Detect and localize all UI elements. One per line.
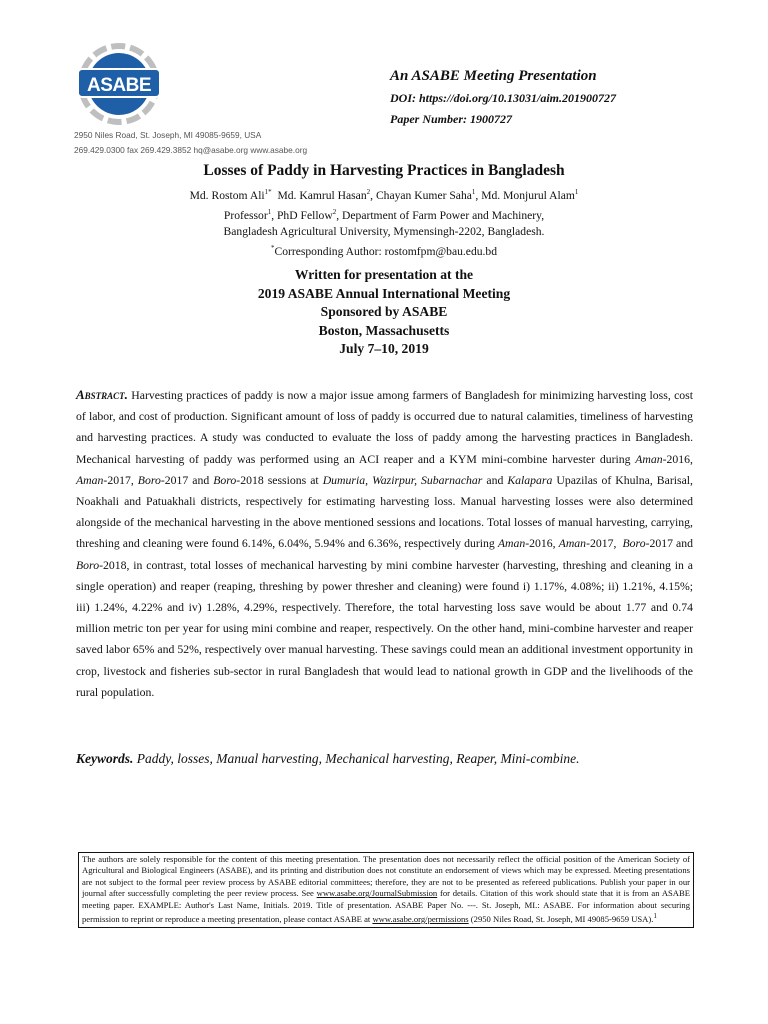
abstract-text: , [365, 473, 373, 487]
logo-text: ASABE [86, 75, 152, 96]
location-name: Wazirpur, Subarnachar [372, 473, 483, 487]
meeting-title: An ASABE Meeting Presentation [390, 68, 597, 84]
permissions-link[interactable]: www.asabe.org/permissions [372, 913, 469, 924]
keywords-text: Paddy, losses, Manual harvesting, Mechanical harvesting, Reaper, Mini-combine. [133, 751, 580, 766]
author-list [0, 184, 768, 204]
paper-title: Losses of Paddy in Harvesting Practices in Bangladesh [203, 162, 565, 179]
keywords-label: Keywords. [76, 751, 134, 766]
presentation-line: Written for presentation at the [294, 267, 474, 282]
presentation-line: Boston, Massachusetts [318, 322, 450, 338]
season-name: Boro [622, 537, 646, 551]
author-sup: 1 [471, 188, 476, 196]
abstract-heading: Abstract. [76, 387, 128, 402]
season-name: Aman [558, 537, 587, 551]
abstract-text: -2017, [586, 537, 623, 551]
abstract-text: -2017, [103, 473, 138, 487]
author-sup: 2 [366, 188, 371, 196]
season-name: Aman [76, 473, 104, 487]
abstract-text: -2017 and [645, 537, 693, 551]
disclaimer-text: for details. Citation of this work should state that it is from an ASABE meeting paper. EXAMPLE: Author's Last Name, Initials. 2019. Title of presentation. ASABE Paper No. ---. St. Joseph, MI.: ASABE. For information about securing permission to reprint or reproduce a meeting presentation, please contact ASABE at [82, 888, 690, 924]
department: , Department of Farm Power and Machinery, [336, 208, 545, 222]
author-name: Md. Kamrul Hasan [271, 188, 367, 202]
author-sup: 1* [264, 188, 272, 196]
season-name: Boro [213, 473, 237, 487]
season-name: Aman [497, 537, 526, 551]
asabe-logo-block [74, 42, 354, 156]
abstract [76, 384, 693, 703]
role: , PhD Fellow [271, 208, 333, 222]
season-name: Boro [137, 473, 161, 487]
location-name: Dumuria [322, 473, 366, 487]
location-name: Kalapara [507, 473, 553, 487]
author-name: , Chayan Kumer Saha [370, 188, 472, 202]
presentation-line: Sponsored by ASABE [320, 304, 448, 319]
abstract-text: -2016, [662, 452, 693, 466]
abstract-text: -2017 and [160, 473, 214, 487]
abstract-text: -2018, in contrast, total losses of mechanical harvesting by mini combine harvester (harvesting, threshing and cleaning in a single operation) and reaper (reaping, threshing by power thresher and cleaning) were found i) 1.17%, 4.08%; ii) 1.21%, 4.15%; iii) 1.24%, 4.22% and iv) 1.28%, 4.29%, respectively. Therefore, the total harvesting loss save would be about 1.77 and 0.74 million metric ton per year for using mini combine and reaper, respectively. On the other hand, mini-combine harvester and reaper saved labor 65% and 52%, respectively over manual harvesting. These savings could mean an additional investment opportunity in crop, livestock and fisheries sub-sector in rural Bangladesh that would lead to national growth in GDP and the livelihoods of the rural population. [76, 558, 693, 699]
footnote-sup: 1 [653, 912, 657, 921]
paper-number: Paper Number: 1900727 [390, 112, 512, 126]
abstract-text: Upazilas of Khulna, Barisal, Noakhali and Patuakhali districts, respectively for estimating harvesting loss. Manual harvesting losses were also determined alongside of the mechanical harvesting in the above mentioned sessions and locations. Total losses of manual harvesting, carrying, threshing and cleaning were found 6.14%, 6.04%, 5.94% and 6.36%, respectively during [76, 473, 693, 551]
disclaimer-text: The authors are solely responsible for the content of this meeting presentation. The presentation does not necessarily reflect the official position of the American Society of Agricultural and Biological Engineers (ASABE), and its printing and distribution does not constitute an endorsement of views which may be expressed. Meeting presentations are not subject to the formal peer review process by ASABE editorial committees; therefore, they are not to be presented as refereed publications. Publish your paper in our journal after successfully completing the peer review process. See [82, 854, 690, 899]
disclaimer-text: (2950 Niles Road, St. Joseph, MI 49085-9659 USA). [468, 913, 654, 924]
disclaimer-box [78, 852, 694, 928]
abstract-text: and [482, 473, 508, 487]
author-name: Md. Rostom Ali [189, 188, 265, 202]
journal-submission-link[interactable]: www.asabe.org/JournalSubmission [316, 888, 438, 899]
address-line-1: 2950 Niles Road, St. Joseph, MI 49085-9659, USA [74, 130, 262, 140]
keywords [76, 751, 693, 767]
role: Professor [223, 208, 268, 222]
corr-text: Corresponding Author: rostomfpm@bau.edu.bd [274, 244, 498, 258]
corr-sup: * [270, 243, 275, 252]
season-name: Boro [76, 558, 100, 572]
title-block [0, 162, 768, 260]
address-line-2: 269.429.0300 fax 269.429.3852 hq@asabe.org www.asabe.org [74, 145, 308, 155]
abstract-text: Harvesting practices of paddy is now a major issue among farmers of Bangladesh for minimizing harvesting loss, cost of labor, and cost of production. Significant amount of loss of paddy is occurred due to natural calamities, timeliness of harvesting and harvesting practices. A study was conducted to evaluate the loss of paddy among the harvesting practices in Bangladesh. Mechanical harvesting of paddy was performed using an ACI reaper and a KYM mini-combine harvester during [76, 389, 693, 466]
doi: DOI: https://doi.org/10.13031/aim.201900727 [390, 91, 617, 105]
corresponding-author [0, 240, 768, 260]
season-name: Aman [635, 452, 663, 466]
meeting-header [390, 68, 616, 133]
role-sup: 1 [267, 207, 272, 216]
abstract-text: -2016, [525, 537, 559, 551]
author-sup: 1 [574, 188, 579, 196]
presentation-line: July 7–10, 2019 [339, 341, 429, 356]
presentation-info [0, 266, 768, 359]
abstract-text: -2018 sessions at [236, 473, 323, 487]
affiliation-line-2: Bangladesh Agricultural University, Mymensingh-2202, Bangladesh. [223, 224, 545, 238]
author-name: , Md. Monjurul Alam [475, 188, 575, 202]
presentation-line: 2019 ASABE Annual International Meeting [257, 285, 511, 301]
affiliation-line-1 [0, 204, 768, 224]
role-sup: 2 [332, 207, 337, 216]
asabe-logo [74, 42, 170, 126]
